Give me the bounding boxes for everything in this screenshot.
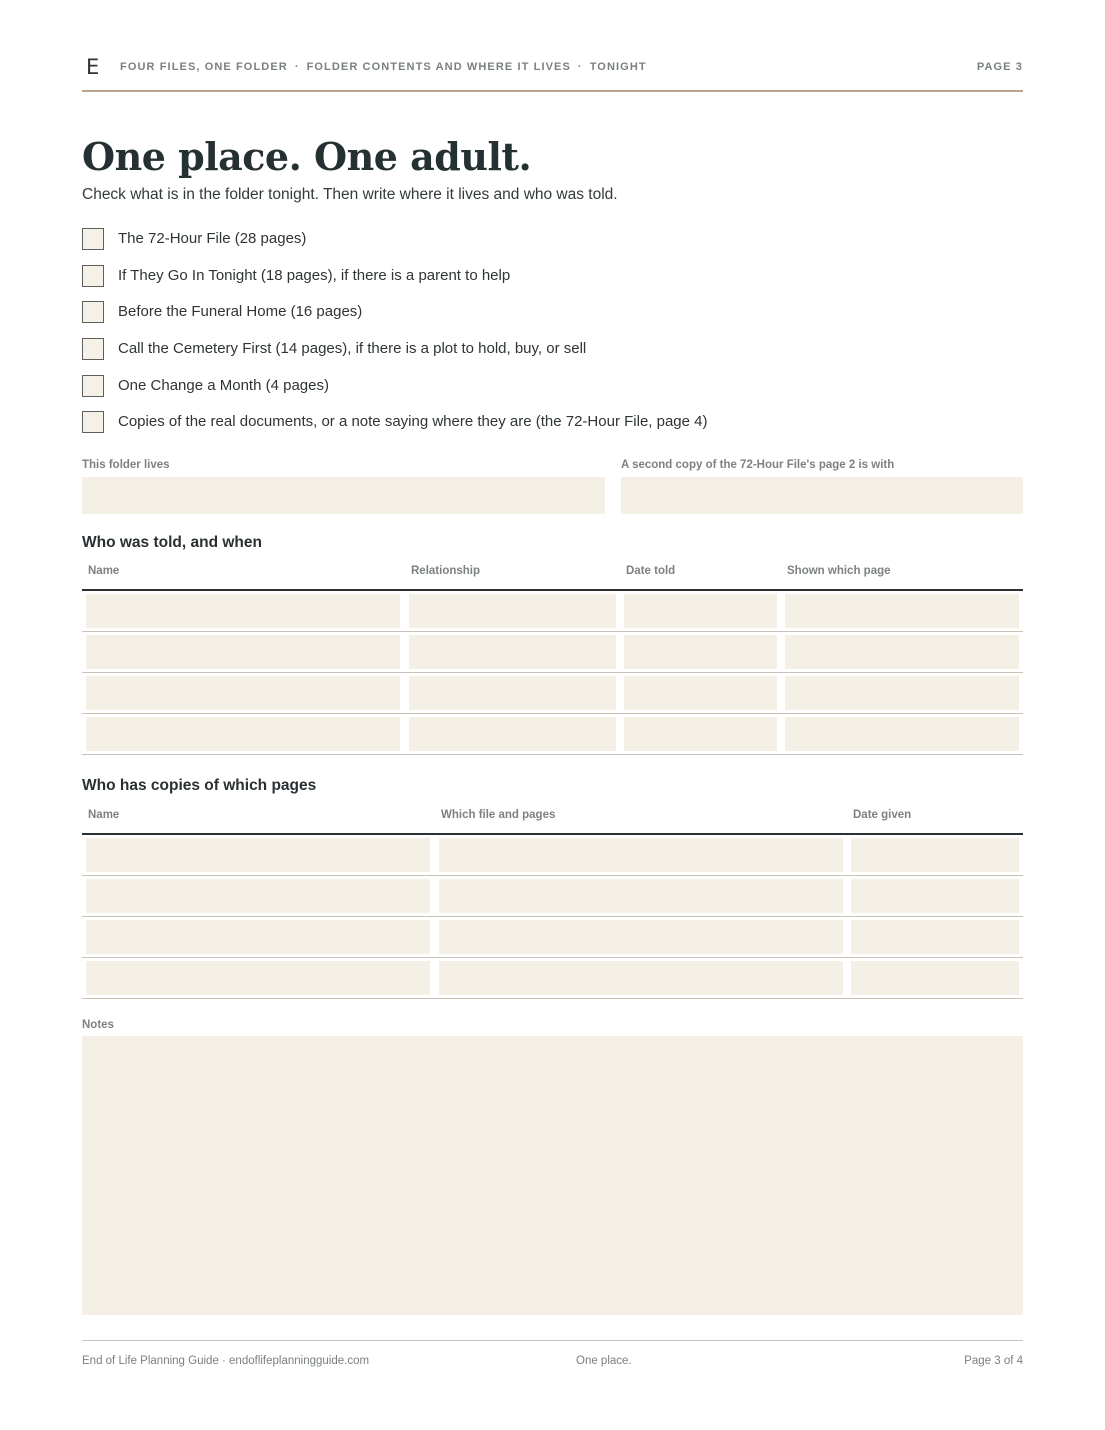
breadcrumb-separator: · bbox=[294, 61, 300, 73]
column-header: Date given bbox=[853, 809, 912, 821]
checklist-item-label: Call the Cemetery First (14 pages), if there is a plot to hold, buy, or sell bbox=[118, 340, 587, 358]
file-pages-cell[interactable] bbox=[439, 961, 843, 995]
page-title: One place. One adult. bbox=[82, 134, 532, 179]
table-row bbox=[82, 917, 1023, 958]
breadcrumb-item: FOUR FILES, ONE FOLDER bbox=[120, 61, 288, 73]
notes-label: Notes bbox=[82, 1019, 114, 1031]
footer-source: End of Life Planning Guide · endoflifeplanningguide.com bbox=[82, 1355, 370, 1367]
checklist-item-label: Copies of the real documents, or a note saying where they are (the 72-Hour File, page 4) bbox=[118, 413, 708, 431]
table-row bbox=[82, 835, 1023, 876]
checklist-item-label: One Change a Month (4 pages) bbox=[118, 376, 329, 394]
file-pages-cell[interactable] bbox=[439, 838, 843, 872]
checklist-item bbox=[82, 411, 1023, 448]
breadcrumb-separator: · bbox=[577, 61, 583, 73]
name-cell[interactable] bbox=[86, 838, 430, 872]
file-pages-cell[interactable] bbox=[439, 920, 843, 954]
second-copy-field[interactable] bbox=[621, 477, 1023, 514]
shown-page-cell[interactable] bbox=[785, 635, 1019, 669]
column-header: Shown which page bbox=[787, 565, 891, 577]
table-row bbox=[82, 632, 1023, 673]
name-cell[interactable] bbox=[86, 676, 400, 710]
name-cell[interactable] bbox=[86, 961, 430, 995]
breadcrumb-item: FOLDER CONTENTS AND WHERE IT LIVES bbox=[306, 61, 571, 73]
breadcrumb bbox=[120, 61, 647, 73]
date-told-cell[interactable] bbox=[624, 717, 777, 751]
table-row bbox=[82, 876, 1023, 917]
column-header: Which file and pages bbox=[441, 809, 556, 821]
checklist-item bbox=[82, 265, 1023, 302]
checkbox[interactable] bbox=[82, 338, 104, 360]
date-told-cell[interactable] bbox=[624, 635, 777, 669]
file-pages-cell[interactable] bbox=[439, 879, 843, 913]
breadcrumb-item: TONIGHT bbox=[589, 61, 647, 73]
date-given-cell[interactable] bbox=[851, 920, 1019, 954]
table-row bbox=[82, 591, 1023, 632]
date-given-cell[interactable] bbox=[851, 961, 1019, 995]
footer-page-number: Page 3 of 4 bbox=[964, 1355, 1023, 1367]
date-given-cell[interactable] bbox=[851, 838, 1019, 872]
name-cell[interactable] bbox=[86, 594, 400, 628]
table-row bbox=[82, 958, 1023, 999]
name-cell[interactable] bbox=[86, 920, 430, 954]
shown-page-cell[interactable] bbox=[785, 594, 1019, 628]
table-header bbox=[82, 561, 1023, 591]
notes-field[interactable] bbox=[82, 1036, 1023, 1315]
table-row bbox=[82, 673, 1023, 714]
checklist-item bbox=[82, 338, 1023, 375]
checkbox[interactable] bbox=[82, 375, 104, 397]
folder-location-label: This folder lives bbox=[82, 459, 170, 471]
copies-table-title: Who has copies of which pages bbox=[82, 777, 317, 794]
checkbox[interactable] bbox=[82, 228, 104, 250]
second-copy-label: A second copy of the 72-Hour File's page 2 is with bbox=[621, 459, 895, 471]
shown-page-cell[interactable] bbox=[785, 676, 1019, 710]
column-header: Name bbox=[88, 565, 120, 577]
header-page-number: PAGE 3 bbox=[976, 61, 1023, 73]
logo-icon: E bbox=[86, 55, 100, 79]
date-told-cell[interactable] bbox=[624, 676, 777, 710]
checklist-item bbox=[82, 301, 1023, 338]
date-given-cell[interactable] bbox=[851, 879, 1019, 913]
checklist-item-label: The 72-Hour File (28 pages) bbox=[118, 230, 307, 247]
checkbox[interactable] bbox=[82, 301, 104, 323]
checkbox[interactable] bbox=[82, 265, 104, 287]
checklist-item bbox=[82, 228, 1023, 265]
relationship-cell[interactable] bbox=[409, 717, 616, 751]
date-told-cell[interactable] bbox=[624, 594, 777, 628]
name-cell[interactable] bbox=[86, 879, 430, 913]
told-table-title: Who was told, and when bbox=[82, 534, 262, 551]
checklist-item-label: Before the Funeral Home (16 pages) bbox=[118, 303, 363, 321]
column-header: Name bbox=[88, 809, 120, 821]
shown-page-cell[interactable] bbox=[785, 717, 1019, 751]
checklist-item-label: If They Go In Tonight (18 pages), if there is a parent to help bbox=[118, 266, 511, 284]
folder-location-field[interactable] bbox=[82, 477, 605, 514]
column-header: Date told bbox=[626, 565, 676, 577]
footer-tagline: One place. bbox=[576, 1355, 632, 1367]
table-header bbox=[82, 805, 1023, 835]
name-cell[interactable] bbox=[86, 635, 400, 669]
relationship-cell[interactable] bbox=[409, 676, 616, 710]
folder-checklist bbox=[82, 228, 1023, 448]
table-row bbox=[82, 714, 1023, 755]
page-subtitle: Check what is in the folder tonight. Then write where it lives and who was told. bbox=[82, 186, 618, 203]
relationship-cell[interactable] bbox=[409, 635, 616, 669]
relationship-cell[interactable] bbox=[409, 594, 616, 628]
name-cell[interactable] bbox=[86, 717, 400, 751]
checklist-item bbox=[82, 375, 1023, 412]
told-table bbox=[82, 561, 1023, 755]
page-header bbox=[82, 56, 1023, 92]
checkbox[interactable] bbox=[82, 411, 104, 433]
column-header: Relationship bbox=[411, 565, 481, 577]
copies-table bbox=[82, 805, 1023, 999]
page-footer bbox=[82, 1340, 1023, 1370]
